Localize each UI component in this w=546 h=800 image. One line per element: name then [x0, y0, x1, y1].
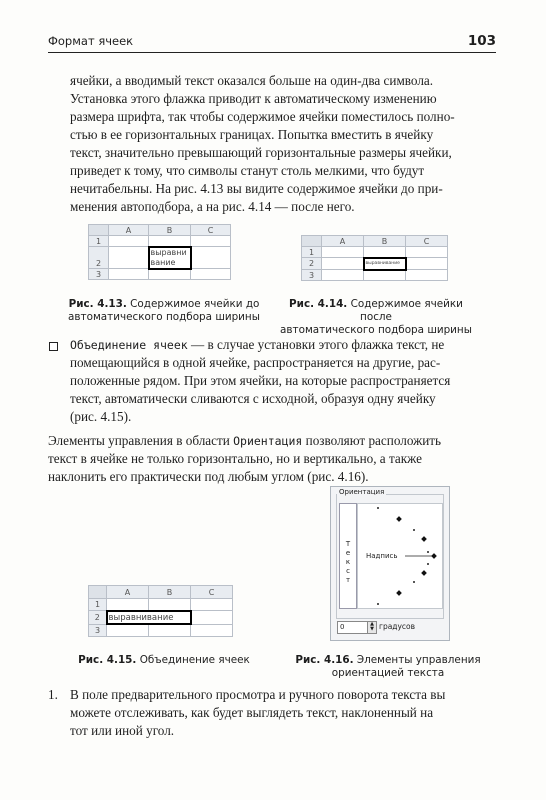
text-line: текст в ячейке не только горизонтально, но и вертикально, а также [48, 451, 422, 466]
caption-text: Объединение ячеек [139, 654, 250, 666]
term: Ориентация [233, 434, 303, 448]
spin-up-icon[interactable]: ▲ [370, 621, 374, 627]
cell-text: выравнивание [108, 612, 174, 623]
spin-down-icon[interactable]: ▼ [370, 626, 374, 632]
text-line: можете отслеживать, как будет выглядеть текст, наклоненный на [70, 705, 434, 720]
spreadsheet-fig-4-14 [301, 235, 448, 281]
caption-number: Рис. 4.15. [78, 654, 137, 666]
text-line: тот или иной угол. [70, 723, 175, 738]
group-label: Ориентация [339, 488, 385, 496]
caption-fig-4-13 [66, 298, 262, 324]
caption-text: ориентацией текста [331, 667, 445, 679]
text-line: размера шрифта, так чтобы содержимое ячейки поместилось полно- [70, 109, 455, 124]
column-header: A [322, 236, 364, 247]
column-header: A [109, 225, 149, 236]
column-header: C [406, 236, 448, 247]
column-header: B [364, 236, 406, 247]
row-header: 2 [302, 258, 322, 270]
row-header: 3 [89, 269, 109, 280]
spreadsheet-fig-4-15 [88, 585, 233, 637]
text-line: помещающийся в одной ячейке, распространяется на другие, рас- [70, 355, 441, 370]
column-header: B [149, 586, 191, 599]
column-header: B [149, 225, 191, 236]
text-line: положенные рядом. При этом ячейки, на которые распространяется [70, 373, 451, 388]
text-line: Элементы управления в области Ориентация позволяют расположить [48, 433, 442, 448]
caption-fig-4-14 [274, 298, 478, 337]
vertical-letter: к [345, 558, 351, 566]
caption-text: Содержимое ячейки до [130, 298, 260, 310]
rotation-dial-graphic [358, 504, 442, 608]
cell-text: вание [150, 257, 176, 267]
text-line: текст, автоматически сливаются с исходной, образуя одну ячейку [70, 391, 436, 406]
caption-text: автоматического подбора ширины [280, 324, 472, 336]
caption-fig-4-15 [66, 654, 262, 667]
text-line [70, 336, 494, 354]
row-header: 2 [89, 611, 107, 624]
caption-number: Рис. 4.13. [68, 298, 127, 310]
corner-cell [302, 236, 322, 247]
degrees-input[interactable]: 0 [337, 621, 369, 634]
caption-number: Рис. 4.16. [295, 654, 354, 666]
caption-fig-4-16 [286, 654, 490, 680]
page-number: 103 [467, 33, 496, 49]
text-line: приведет к тому, что символы станут столь мелкими, что будут [70, 163, 425, 178]
row-header: 1 [302, 247, 322, 258]
text-line: стью в ее горизонтальных границах. Попытка вместить в ячейку [70, 127, 434, 142]
row-header: 1 [89, 236, 109, 247]
caption-number: Рис. 4.14. [289, 298, 348, 310]
text-line: наклонить его практически под любым углом (рис. 4.16). [48, 469, 369, 484]
text-line: менения автоподбора, а на рис. 4.14 — после него. [70, 199, 355, 214]
degrees-spinner[interactable] [367, 621, 377, 634]
text-line: (рис. 4.15). [70, 409, 132, 424]
vertical-letter: е [345, 549, 351, 557]
running-header [48, 30, 496, 53]
text-line: В поле предварительного просмотра и ручного поворота текста вы [70, 687, 446, 702]
text-line: текст, значительно превышающий горизонтальные размеры ячейки, [70, 145, 452, 160]
vertical-letter: Т [345, 540, 351, 548]
term: Объединение ячеек [70, 338, 188, 352]
selected-cell [364, 258, 406, 270]
text-line: нечитабельны. На рис. 4.13 вы видите содержимое ячейки до при- [70, 181, 443, 196]
dial-label: Надпись [366, 552, 398, 560]
cell-text: выравнивание [365, 261, 400, 266]
row-header: 2 [89, 247, 109, 269]
selected-cell [149, 247, 191, 269]
caption-text: Элементы управления [356, 654, 481, 666]
corner-cell [89, 586, 107, 599]
caption-text: автоматического подбора ширины [68, 311, 260, 323]
text-line: Установка этого флажка приводит к автоматическому изменению [70, 91, 437, 106]
cell-text: выравни [150, 247, 187, 257]
row-header: 1 [89, 599, 107, 611]
vertical-letter: т [345, 576, 351, 584]
bullet-marker [49, 342, 58, 351]
caption-text: Содержимое ячейки после [350, 298, 463, 323]
rotation-dial[interactable] [357, 503, 443, 609]
vertical-letter: с [346, 567, 350, 575]
vertical-text-button[interactable] [339, 503, 357, 609]
orientation-panel [330, 486, 450, 641]
column-header: C [191, 225, 231, 236]
text: — в случае установки этого флажка текст, не [191, 337, 445, 352]
text-line: ячейки, а вводимый текст оказался больше на один-два символа. [70, 73, 434, 88]
row-header: 3 [89, 624, 107, 636]
column-header: C [191, 586, 233, 599]
chapter-title: Формат ячеек [48, 34, 134, 48]
row-header: 3 [302, 270, 322, 281]
spreadsheet-fig-4-13 [88, 224, 231, 280]
list-number: 1. [48, 687, 58, 702]
merged-cell [107, 611, 191, 624]
corner-cell [89, 225, 109, 236]
degrees-label: градусов [379, 622, 416, 631]
column-header: A [107, 586, 149, 599]
